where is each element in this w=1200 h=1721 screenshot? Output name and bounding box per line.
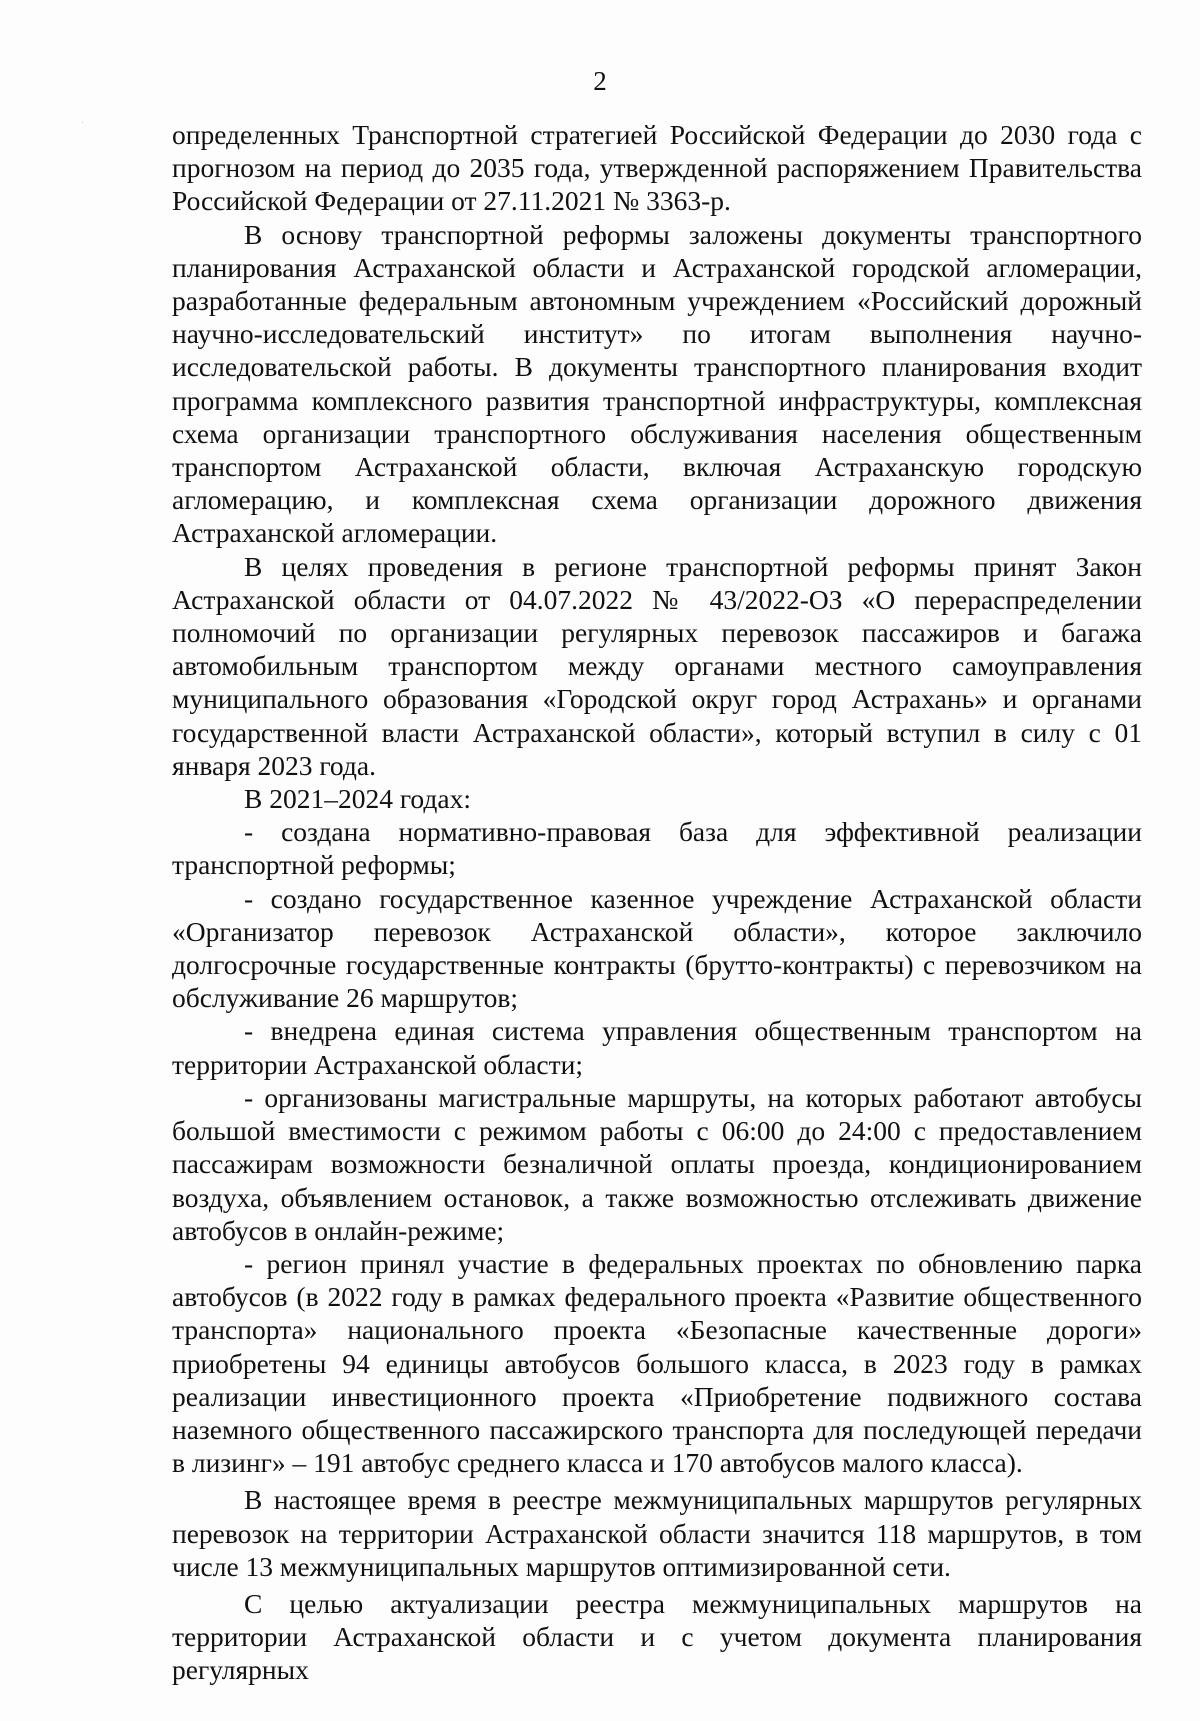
paragraph-law: В целях проведения в регионе транспортной реформы принят Закон Астраханской области от 04.07.2022 № 43/2022-ОЗ «О перераспределении полномочий по организации регулярных перевозок пассажиров и багажа автомобильным транспортом между органами местного самоуправления муниципального образования «Городской округ город Астрахань» и органами государственной власти Астраханской области», который вступил в силу с 01 января 2023 года. xyxy=(172,550,1142,781)
list-item-legal-base: - создана нормативно-правовая база для эффективной реализации транспортной реформы; xyxy=(172,816,1142,881)
list-item-organizer: - создано государственное казенное учреждение Астраханской области «Организатор перевозок Астраханской области», которое заключило долгосрочные государственные контракты (брутто-контракты) с перевозчиком на обслуживание 26 маршрутов; xyxy=(172,882,1142,1014)
list-item-trunk-routes: - организованы магистральные маршруты, на которых работают автобусы большой вместимости с режимом работы с 06:00 до 24:00 с предоставлением пассажирам возможности безналичной оплаты проезда, кондиционированием воздуха, объявлением остановок, а также возможностью отслеживать движение автобусов в онлайн-режиме; xyxy=(172,1081,1142,1246)
paragraph-registry-update: С целью актуализации реестра межмуниципальных маршрутов на территории Астраханской области и с учетом документа планирования регулярных xyxy=(172,1587,1142,1686)
scan-mark xyxy=(82,122,83,123)
document-body xyxy=(172,118,1142,1687)
page-number: 2 xyxy=(593,66,607,96)
paragraph-years-intro: В 2021–2024 годах: xyxy=(244,783,471,815)
paragraph-route-registry: В настоящее время в реестре межмуниципальных маршрутов регулярных перевозок на территории Астраханской области значится 118 маршрутов, в том числе 13 межмуниципальных маршрутов оптимизированной сети. xyxy=(172,1484,1142,1582)
list-item-fleet-renewal: - регион принял участие в федеральных проектах по обновлению парка автобусов (в 2022 году в рамках федерального проекта «Развитие общественного транспорта» национального проекта «Безопасные качественные дороги» приобретены 94 единицы автобусов большого класса, в 2023 году в рамках реализации инвестиционного проекта «Приобретение подвижного состава наземного общественного пассажирского транспорта для последующей передачи в лизинг» – 191 автобус среднего класса и 170 автобусов малого класса). xyxy=(172,1247,1142,1479)
paragraph-reform-basis: В основу транспортной реформы заложены документы транспортного планирования Астраханской области и Астраханской городской агломерации, разработанные федеральным автономным учреждением «Российский дорожный научно-исследовательский институт» по итогам выполнения научно-исследовательской работы. В документы транспортного планирования входит программа комплексного развития транспортной инфраструктуры, комплексная схема организации транспортного обслуживания населения общественным транспортом Астраханской области, включая Астраханскую городскую агломерацию, и комплексная схема организации дорожного движения Астраханской агломерации. xyxy=(172,218,1142,549)
list-item-control-system: - внедрена единая система управления общественным транспортом на территории Астраханской области; xyxy=(172,1015,1142,1080)
paragraph-strategy-continuation: определенных Транспортной стратегией Российской Федерации до 2030 года с прогнозом на период до 2035 года, утвержденной распоряжением Правительства Российской Федерации от 27.11.2021 № 3363-р. xyxy=(172,119,1142,217)
